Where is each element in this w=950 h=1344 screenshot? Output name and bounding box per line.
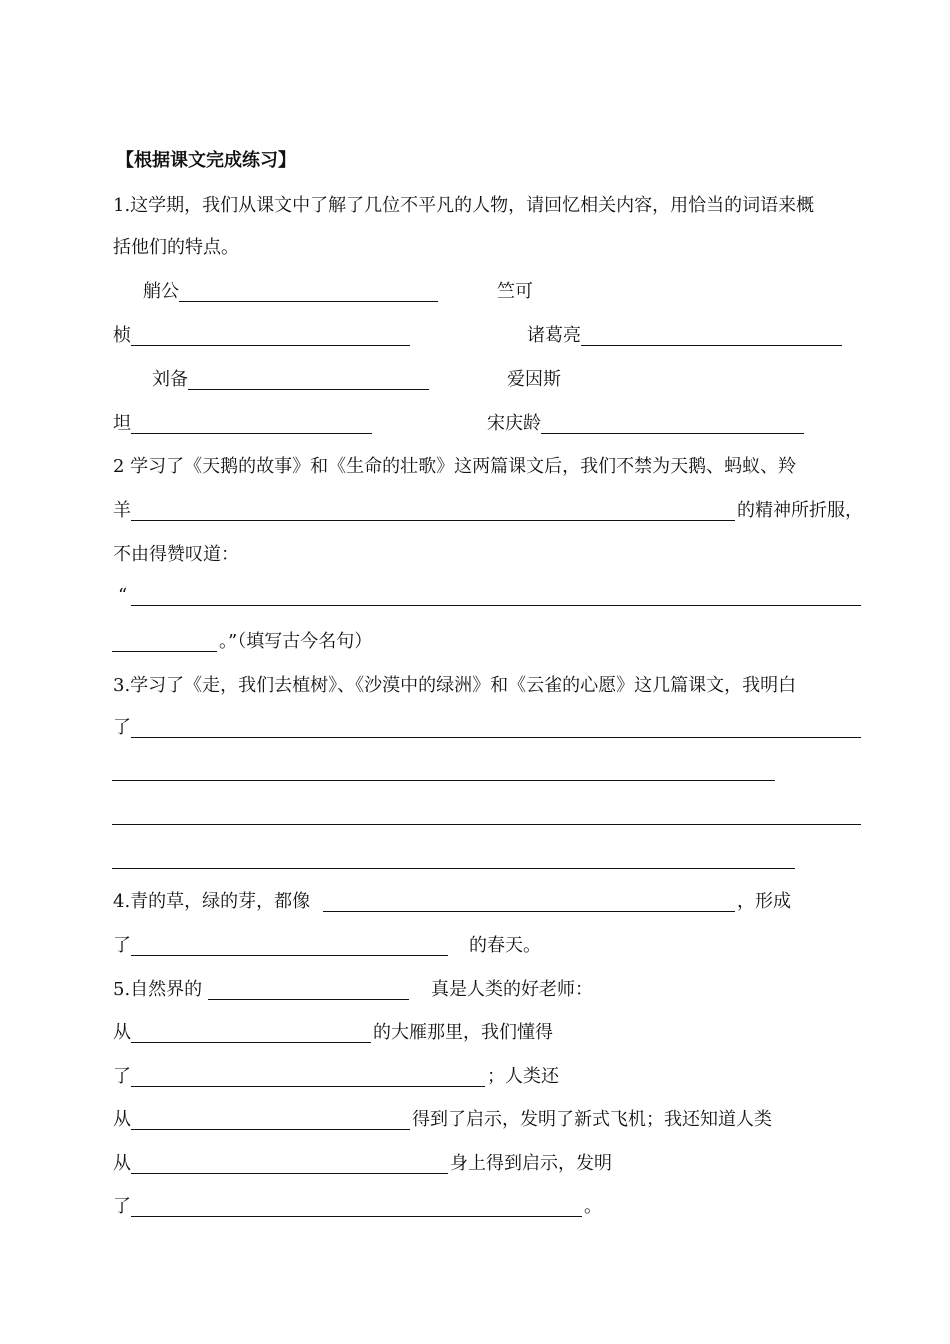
q1-name-zhuge: 诸葛亮 <box>527 325 581 346</box>
q1-blank-zhuge[interactable] <box>581 345 842 346</box>
q1-name-shaogong: 艄公 <box>143 281 179 302</box>
q1-name-zhu-part1: 竺可 <box>497 281 533 302</box>
q2-line2-end: 的精神所折服， <box>737 500 863 521</box>
q1-blank-einstein[interactable] <box>131 433 372 434</box>
q2-line3: 不由得赞叹道： <box>113 544 239 565</box>
q4-line2-end: 的春天。 <box>469 935 541 956</box>
q5-blank-invention[interactable] <box>131 1216 582 1217</box>
q5-blank-geese[interactable] <box>131 1042 371 1043</box>
q5-blank-nature[interactable] <box>208 999 409 1000</box>
q5-l6-end: 。 <box>584 1196 602 1217</box>
q1-blank-song[interactable] <box>541 433 804 434</box>
q5-blank-aircraft[interactable] <box>131 1129 410 1130</box>
q2-blank-spirit[interactable] <box>131 520 735 521</box>
worksheet-title: 【根据课文完成练习】 <box>116 150 296 171</box>
q4-mid: ，形成 <box>737 891 791 912</box>
q5-l4-start: 从 <box>113 1109 131 1130</box>
q4-line2-start: 了 <box>113 935 131 956</box>
q1-name-ein-part2: 坦 <box>113 413 131 434</box>
q5-blank-source[interactable] <box>131 1173 448 1174</box>
q2-blank-quote-line1[interactable] <box>131 605 861 606</box>
q3-blank-line1[interactable] <box>131 737 861 738</box>
q1-name-ein-part1: 爱因斯 <box>507 369 561 390</box>
q5-l6-start: 了 <box>113 1196 131 1217</box>
q2-line1: 2 学习了《天鹅的故事》和《生命的壮歌》这两篇课文后，我们不禁为天鹅、蚂蚁、羚 <box>113 456 797 477</box>
q4-blank-spring[interactable] <box>131 955 448 956</box>
q4-blank-like[interactable] <box>323 911 735 912</box>
q2-open-quote: “ <box>118 585 128 606</box>
q1-name-zhu-part2: 桢 <box>113 325 131 346</box>
q3-line1: 3.学习了《走，我们去植树》、《沙漠中的绿洲》和《云雀的心愿》这几篇课文，我明白 <box>113 675 797 696</box>
q5-l4-end: 得到了启示，发明了新式飞机；我还知道人类 <box>412 1109 772 1130</box>
q1-name-song: 宋庆龄 <box>487 413 541 434</box>
q3-blank-line2[interactable] <box>112 780 775 781</box>
q5-l2-end: 的大雁那里，我们懂得 <box>373 1022 553 1043</box>
q1-blank-zhukezhen[interactable] <box>131 345 410 346</box>
q5-blank-learned[interactable] <box>131 1086 485 1087</box>
q5-l5-end: 身上得到启示，发明 <box>450 1153 612 1174</box>
q5-start: 5.自然界的 <box>113 979 203 1000</box>
q2-blank-quote-line2[interactable] <box>112 651 217 652</box>
q4-start: 4.青的草，绿的芽，都像 <box>113 891 311 912</box>
q5-l3-end: ；人类还 <box>487 1066 559 1087</box>
q3-line2-start: 了 <box>113 717 131 738</box>
q5-l3-start: 了 <box>113 1066 131 1087</box>
q2-close-quote: 。”（填写古今名句） <box>219 631 373 652</box>
q5-after: 真是人类的好老师： <box>431 979 593 1000</box>
q1-blank-shaogong[interactable] <box>179 301 438 302</box>
q5-l2-start: 从 <box>113 1022 131 1043</box>
q1-prompt-line1: 1.这学期，我们从课文中了解了几位不平凡的人物，请回忆相关内容，用恰当的词语来概 <box>113 195 815 216</box>
q1-name-liubei: 刘备 <box>152 369 188 390</box>
q2-line2-start: 羊 <box>113 500 131 521</box>
q3-blank-line4[interactable] <box>112 868 795 869</box>
q1-blank-liubei[interactable] <box>188 389 429 390</box>
q5-l5-start: 从 <box>113 1153 131 1174</box>
q3-blank-line3[interactable] <box>112 824 861 825</box>
q1-prompt-line2: 括他们的特点。 <box>113 237 239 258</box>
